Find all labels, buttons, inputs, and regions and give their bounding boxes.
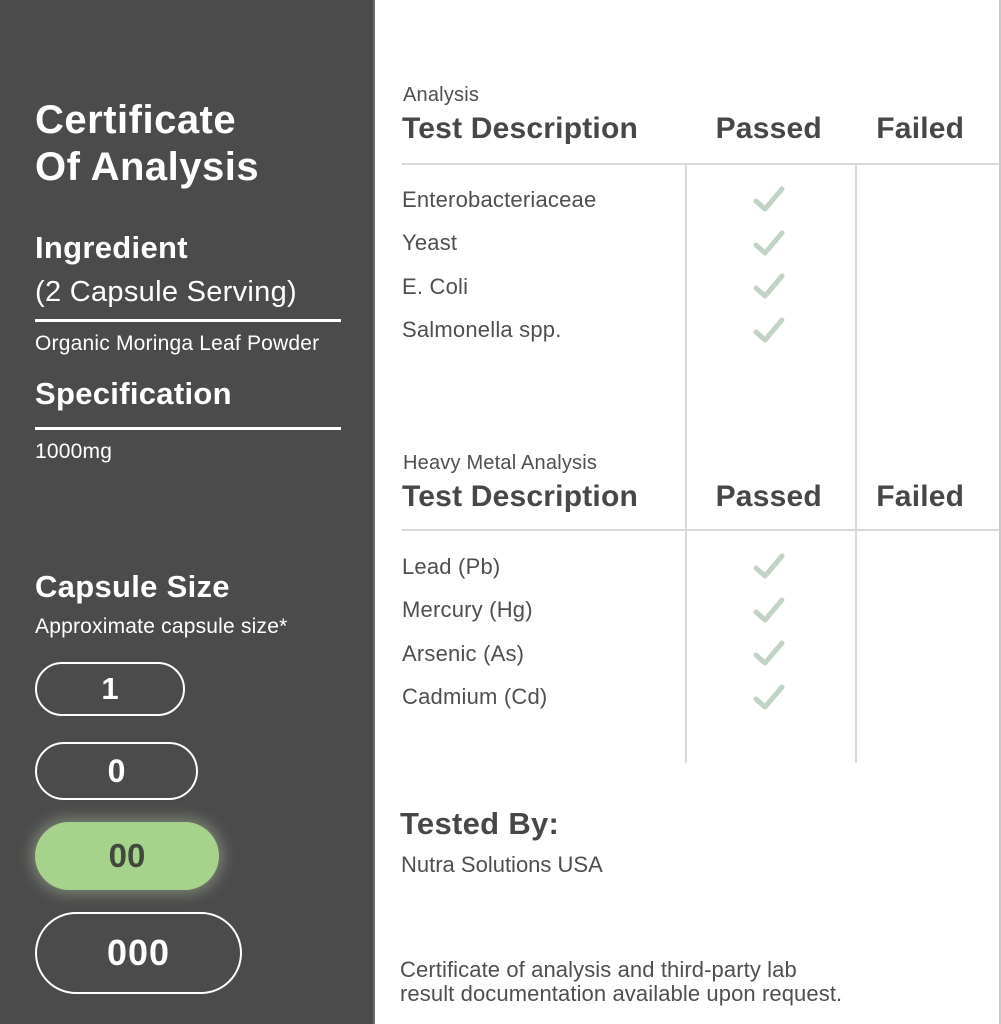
table-row [402,178,999,222]
ingredient-divider [35,319,341,322]
specification-divider [35,427,341,430]
heavy-metal-section-label: Heavy Metal Analysis [403,452,598,474]
failed-cell [853,597,999,624]
passed-cell [684,640,853,667]
test-name: Arsenic (As) [402,640,525,666]
checkmark-icon [753,640,785,667]
test-name: Lead (Pb) [402,553,501,579]
checkmark-icon [753,553,785,580]
heavy-metal-table-header-rule [402,529,1001,531]
passed-cell [684,186,853,213]
table-row [402,676,999,720]
failed-cell [853,186,999,213]
capsule-size-option-0 [35,742,198,800]
capsule-size-option-00-selected [35,822,219,890]
specification-value: 1000mg [35,440,113,463]
capsule-size-option-label: 0 [107,752,126,789]
failed-cell [853,273,999,300]
column-header-passed: Passed [715,112,822,145]
capsule-size-subheading: Approximate capsule size* [35,615,288,638]
failed-cell [853,230,999,257]
test-name: Mercury (Hg) [402,597,533,623]
passed-cell [684,597,853,624]
column-header-passed: Passed [715,480,822,513]
footnote-line2: result documentation available upon request. [400,981,843,1006]
analysis-table-rows [402,178,999,352]
analysis-panel [377,0,1001,1024]
capsule-size-option-label: 00 [108,837,146,874]
capsule-size-option-label: 000 [106,932,171,973]
passed-cell [684,273,853,300]
page-title-line2: Of Analysis [35,145,260,189]
analysis-section-label: Analysis [403,84,480,106]
failed-cell [853,640,999,667]
analysis-table-header-rule [402,163,1001,165]
column-header-failed: Failed [876,480,965,513]
failed-cell [853,553,999,580]
tested-by-value: Nutra Solutions USA [401,852,603,877]
table-row [402,222,999,266]
test-name: Salmonella spp. [402,317,562,343]
checkmark-icon [753,186,785,213]
checkmark-icon [753,597,785,624]
capsule-size-heading: Capsule Size [35,569,230,604]
analysis-table-header [402,112,999,146]
passed-cell [684,317,853,344]
capsule-size-option-label: 1 [101,671,119,706]
ingredient-heading: Ingredient [35,230,188,265]
column-header-test-description: Test Description [402,112,639,145]
page-title [35,97,259,191]
footnote-line1: Certificate of analysis and third-party lab [400,957,797,982]
test-name: E. Coli [402,273,469,299]
table-row [402,632,999,676]
capsule-size-option-1 [35,662,185,716]
failed-cell [853,684,999,711]
checkmark-icon [753,273,785,300]
passed-cell [684,230,853,257]
passed-cell [684,684,853,711]
sidebar [0,0,375,1024]
heavy-metal-table-rows [402,545,999,719]
table-row [402,265,999,309]
checkmark-icon [753,230,785,257]
serving-size-subheading: (2 Capsule Serving) [35,276,297,308]
tested-by-heading: Tested By: [400,806,560,841]
passed-cell [684,553,853,580]
test-name: Cadmium (Cd) [402,684,548,710]
checkmark-icon [753,684,785,711]
column-header-test-description: Test Description [402,480,639,513]
failed-cell [853,317,999,344]
heavy-metal-table-header [402,480,999,514]
capsule-size-option-000 [35,912,242,994]
table-row [402,545,999,589]
test-name: Enterobacteriaceae [402,186,597,212]
page-title-line1: Certificate [35,98,237,142]
ingredient-value: Organic Moringa Leaf Powder [35,332,320,355]
checkmark-icon [753,317,785,344]
test-name: Yeast [402,230,458,256]
table-row [402,589,999,633]
column-header-failed: Failed [876,112,965,145]
table-row [402,309,999,353]
footnote [400,958,842,1006]
specification-heading: Specification [35,376,232,411]
